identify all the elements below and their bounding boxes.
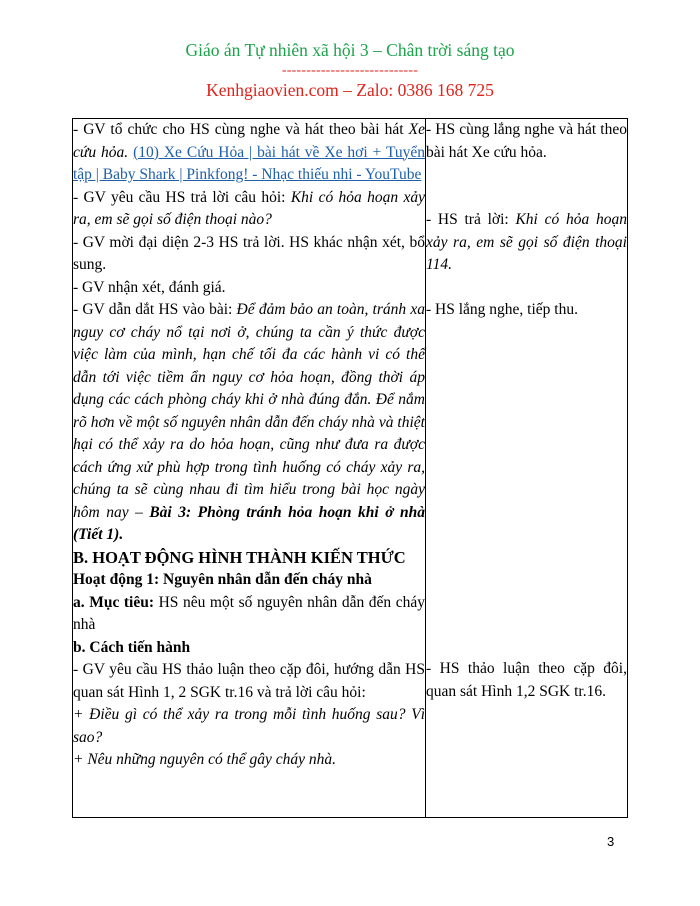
response-sing: - HS cùng lắng nghe và hát theo bài hát Xe cứu hỏa. — [426, 121, 627, 161]
answer-intro: - HS trả lời: — [426, 211, 516, 228]
teacher-activity-cell — [73, 119, 426, 818]
response-listen: - HS lắng nghe, tiếp thu. — [426, 300, 578, 318]
paragraph-question — [73, 187, 425, 232]
paragraph-discussion: - GV yêu cầu HS thảo luận theo cặp đôi, hướng dẫn HS quan sát Hình 1, 2 SGK tr.16 và trả lời câu hỏi: — [73, 661, 425, 701]
lead-in-italic: Để đảm bảo an toàn, tránh xa nguy cơ cháy nổ tại nơi ở, chúng ta cần ý thức được việc làm của mình, hạn chế tối đa các hành vi có thể dẫn tới việc tiềm ẩn nguy cơ hỏa hoạn, đồng thời áp dụng các cách phòng cháy khi ở nhà đúng đắn. Để nắm rõ hơn về một số nguyên nhân dẫn đến cháy nhà và thiệt hại có thể xảy ra do hỏa hoạn, cũng như đưa ra được cách ứng xử phù hợp trong tình huống có cháy xảy ra, chúng ta sẽ cùng nhau đi tìm hiểu trong bài học ngày hôm nay – — [73, 301, 425, 521]
question-intro-text: - GV yêu cầu HS trả lời câu hỏi: — [73, 188, 291, 206]
paragraph-invite: - GV mời đại diện 2-3 HS trả lời. HS khác nhận xét, bổ sung. — [73, 233, 425, 273]
goal-label: a. Mục tiêu: — [73, 593, 155, 611]
question-2: + Nêu những nguyên có thể gây cháy nhà. — [73, 751, 336, 768]
response-discuss: - HS thảo luận theo cặp đôi, quan sát Hình 1,2 SGK tr.16. — [426, 660, 627, 700]
youtube-link[interactable]: (10) Xe Cứu Hỏa | bài hát về Xe hơi + Tuyển tập | Baby Shark | Pinkfong! - Nhạc thiếu nhi - YouTube — [73, 143, 426, 183]
question-1: + Điều gì có thể xảy ra trong mỗi tình huống sau? Vì sao? — [73, 706, 425, 746]
paragraph-goal — [73, 592, 425, 637]
section-b-heading: B. HOẠT ĐỘNG HÌNH THÀNH KIẾN THỨC — [73, 547, 406, 567]
goal-text: HS nêu một số nguyên nhân dẫn đến cháy nhà — [73, 593, 425, 633]
paragraph-lead-in — [73, 299, 425, 547]
lesson-plan-table — [72, 118, 628, 818]
response-answer — [426, 209, 627, 277]
lead-in-intro: - GV dẫn dắt HS vào bài: — [73, 301, 237, 318]
question-text: Khi có hỏa hoạn xảy ra, em sẽ gọi số điện thoại nào? — [73, 188, 425, 228]
activity-1-heading: Hoạt động 1: Nguyên nhân dẫn đến cháy nhà — [73, 571, 372, 588]
page-header-contact: Kenhgiaovien.com – Zalo: 0386 168 725 — [206, 80, 494, 100]
answer-italic: Khi có hỏa hoạn xảy ra, em sẽ gọi số điện thoại 114. — [426, 211, 627, 273]
table-row — [73, 119, 628, 818]
page-header-title: Giáo án Tự nhiên xã hội 3 – Chân trời sáng tạo — [185, 40, 515, 60]
header-divider: ---------------------------- — [281, 63, 419, 78]
lesson-title: Bài 3: Phòng tránh hỏa hoạn khi ở nhà (Tiết 1). — [73, 503, 425, 543]
method-heading: b. Cách tiến hành — [73, 638, 191, 656]
paragraph-song — [73, 119, 425, 187]
song-title: Xe cứu hỏa. — [73, 121, 425, 161]
student-activity-cell — [426, 119, 628, 818]
song-intro-text: - GV tổ chức cho HS cùng nghe và hát theo bài hát — [73, 121, 409, 138]
paragraph-evaluate: - GV nhận xét, đánh giá. — [73, 278, 226, 296]
page-number: 3 — [607, 834, 615, 849]
